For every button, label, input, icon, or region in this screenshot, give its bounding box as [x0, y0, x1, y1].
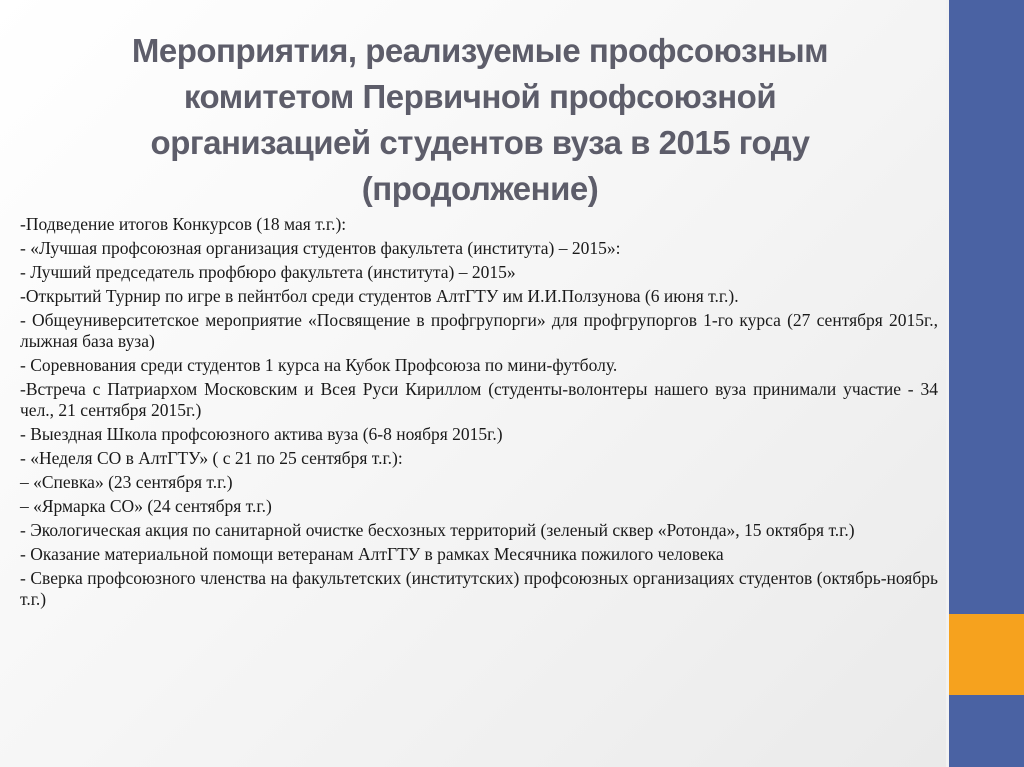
accent-band-blue-bottom: [949, 695, 1024, 767]
list-item: -Встреча с Патриархом Московским и Всея Руси Кириллом (студенты-волонтеры нашего вуза принимали участие - 34 чел., 21 сентября 2015г.): [20, 379, 938, 420]
list-item: - Экологическая акция по санитарной очистке бесхозных территорий (зеленый сквер «Ротонда», 15 октября т.г.): [20, 520, 855, 540]
list-item: - Выездная Школа профсоюзного актива вуза (6-8 ноября 2015г.): [20, 424, 503, 444]
accent-band-blue: [949, 0, 1024, 614]
list-item: - Соревнования среди студентов 1 курса на Кубок Профсоюза по мини-футболу.: [20, 355, 618, 375]
event-list: [20, 214, 938, 613]
list-item: - Общеуниверситетское мероприятие «Посвящение в профгрупорги» для профгрупоргов 1-го курса (27 сентября 2015г., лыжная база вуза): [20, 310, 938, 351]
list-item: - Сверка профсоюзного членства на факультетских (институтских) профсоюзных организациях студентов (октябрь-ноябрь т.г.): [20, 568, 938, 609]
list-item: - «Неделя СО в АлтГТУ» ( с 21 по 25 сентября т.г.):: [20, 448, 403, 468]
accent-band-orange: [949, 614, 1024, 695]
list-item: - Лучший председатель профбюро факультета (института) – 2015»: [20, 262, 516, 282]
slide-title: Мероприятия, реализуемые профсоюзным комитетом Первичной профсоюзной организацией студентов вуза в 2015 году (продолжение): [131, 32, 829, 207]
list-item: -Подведение итогов Конкурсов (18 мая т.г.):: [20, 214, 347, 234]
list-item: - Оказание материальной помощи ветеранам АлтГТУ в рамках Месячника пожилого человека: [20, 544, 724, 564]
list-item: – «Спевка» (23 сентября т.г.): [20, 472, 233, 492]
list-item: – «Ярмарка СО» (24 сентября т.г.): [20, 496, 272, 516]
list-item: -Открытий Турнир по игре в пейнтбол среди студентов АлтГТУ им И.И.Ползунова (6 июня т.г.).: [20, 286, 739, 306]
list-item: - «Лучшая профсоюзная организация студентов факультета (института) – 2015»:: [20, 238, 621, 258]
